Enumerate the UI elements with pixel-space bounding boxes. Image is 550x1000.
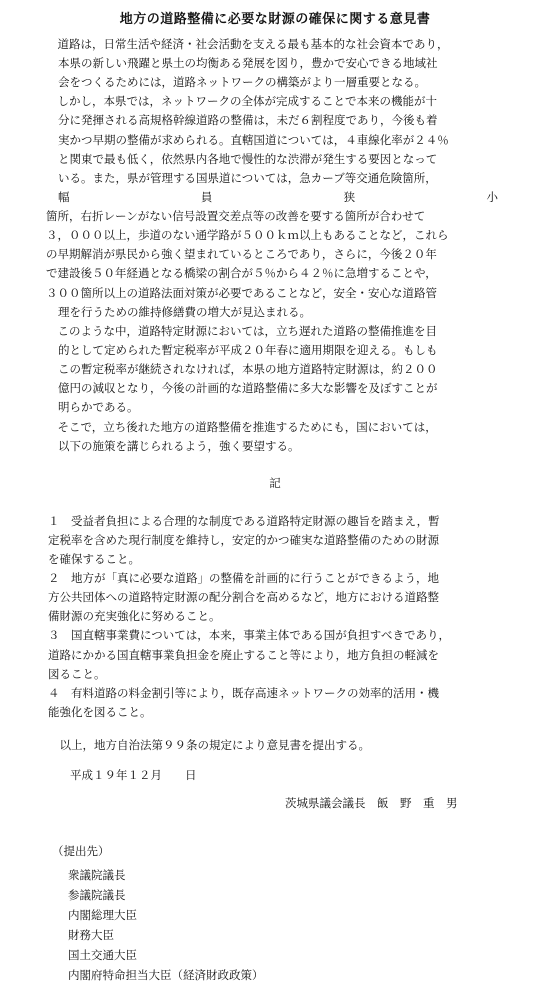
spread-line [58,188,498,207]
body-line: と関東で最も低く，依然県内各地で慢性的な渋滞が発生する要因となって [58,151,438,166]
item-line: １ 受益者負担による合理的な制度である道路特定財源の趣旨を踏まえ，暫 [48,513,440,528]
document-date: 平成１９年１２月 日 [70,767,197,782]
recipient-item: 国土交通大臣 [68,948,137,963]
body-line: この暫定税率が継続されなければ，本県の地方道路特定財源は，約２００ [58,362,438,377]
item-line: 道路にかかる国直轄事業負担金を廃止すること等により，地方負担の軽減を [48,647,439,662]
body-line: 会をつくるためには，道路ネットワークの構築がより一層重要となる。 [58,75,426,90]
item-line: ３ 国直轄事業費については，本来，事業主体である国が負担すべきであり， [48,628,451,643]
body-line: 明らかである。 [58,400,139,415]
body-line: しかし，本県では，ネットワークの全体が完成することで本来の機能が十 [46,94,437,109]
item-line: 定税率を含めた現行制度を維持し，安定的かつ確実な道路整備のための財源 [48,532,439,547]
item-line: ４ 有料道路の料金割引等により，既存高速ネットワークの効率的活用・機 [48,685,439,700]
spread-word: 狭 [343,189,356,204]
item-line: ２ 地方が「真に必要な道路」の整備を計画的に行うことができるよう，地 [48,570,439,585]
item-line: 能強化を図ること。 [48,704,152,719]
signature: 茨城県議会議長 飯 野 重 男 [285,796,458,811]
ki-heading: 記 [269,476,281,491]
closing-text: 以上，地方自治法第９９条の規定により意見書を提出する。 [48,738,370,753]
item-line: 方公共団体への道路特定財源の配分割合を高めるなど，地方における道路整 [48,590,439,605]
body-line: 箇所，右折レーンがない信号設置交差点等の改善を要する箇所が合わせて [46,209,426,224]
body-line: ３，０００以上，歩道のない通学路が５００ｋｍ以上もあることなど，これら [46,228,449,243]
item-line: 図ること。 [48,666,106,681]
recipient-item: 財務大臣 [68,928,114,943]
recipient-item: 衆議院議長 [68,868,126,883]
body-line: 理を行うための維持修繕費の増大が見込まれる。 [58,304,311,319]
spread-word: 幅 [58,189,70,204]
body-line: 分に発揮される高規格幹線道路の整備は，未だ６割程度であり，今後も着 [58,113,438,128]
recipient-item: 内閣府特命担当大臣（経済財政政策） [68,968,264,983]
body-line: 億円の減収となり，今後の計画的な道路整備に多大な影響を及ぼすことが [58,381,438,396]
body-line: ３００箇所以上の道路法面対策が必要であることなど，安全・安心な道路管 [46,285,437,300]
document-title: 地方の道路整備に必要な財源の確保に関する意見書 [119,12,431,27]
body-line: このような中，道路特定財源においては，立ち遅れた道路の整備推進を目 [46,323,437,338]
body-line: 実かつ早期の整備が求められる。直轄国道については，４車線化率が２４％ [58,132,449,147]
recipient-item: 内閣総理大臣 [68,908,137,923]
recipient-item: 参議院議長 [68,888,126,903]
body-line: 本県の新しい飛躍と県土の均衡ある発展を図り，豊かで安心できる地域社 [58,55,438,70]
spread-word: 小 [486,189,498,204]
body-line: 道路は，日常生活や経済・社会活動を支える最も基本的な社会資本であり， [46,36,449,51]
submit-heading: （提出先） [52,844,110,859]
body-line: 的として定められた暫定税率が平成２０年春に適用期限を迎える。もしも [58,343,438,358]
spread-word: 員 [200,189,213,204]
body-line: 以下の施策を講じられるよう，強く要望する。 [58,438,300,453]
item-line: を確保すること。 [48,551,140,566]
body-line: の早期解消が県民から強く望まれているところであり，さらに，今後２０年 [46,247,437,262]
body-line: いる。また，県が管理する国県道については，急カーブ等交通危険箇所， [58,170,437,185]
body-line: で建設後５０年経過となる橋梁の割合が５％から４２％に急増することや， [46,266,437,281]
item-line: 備財源の充実強化に努めること。 [48,609,221,624]
body-line: そこで，立ち後れた地方の道路整備を推進するためにも，国においては， [46,419,437,434]
